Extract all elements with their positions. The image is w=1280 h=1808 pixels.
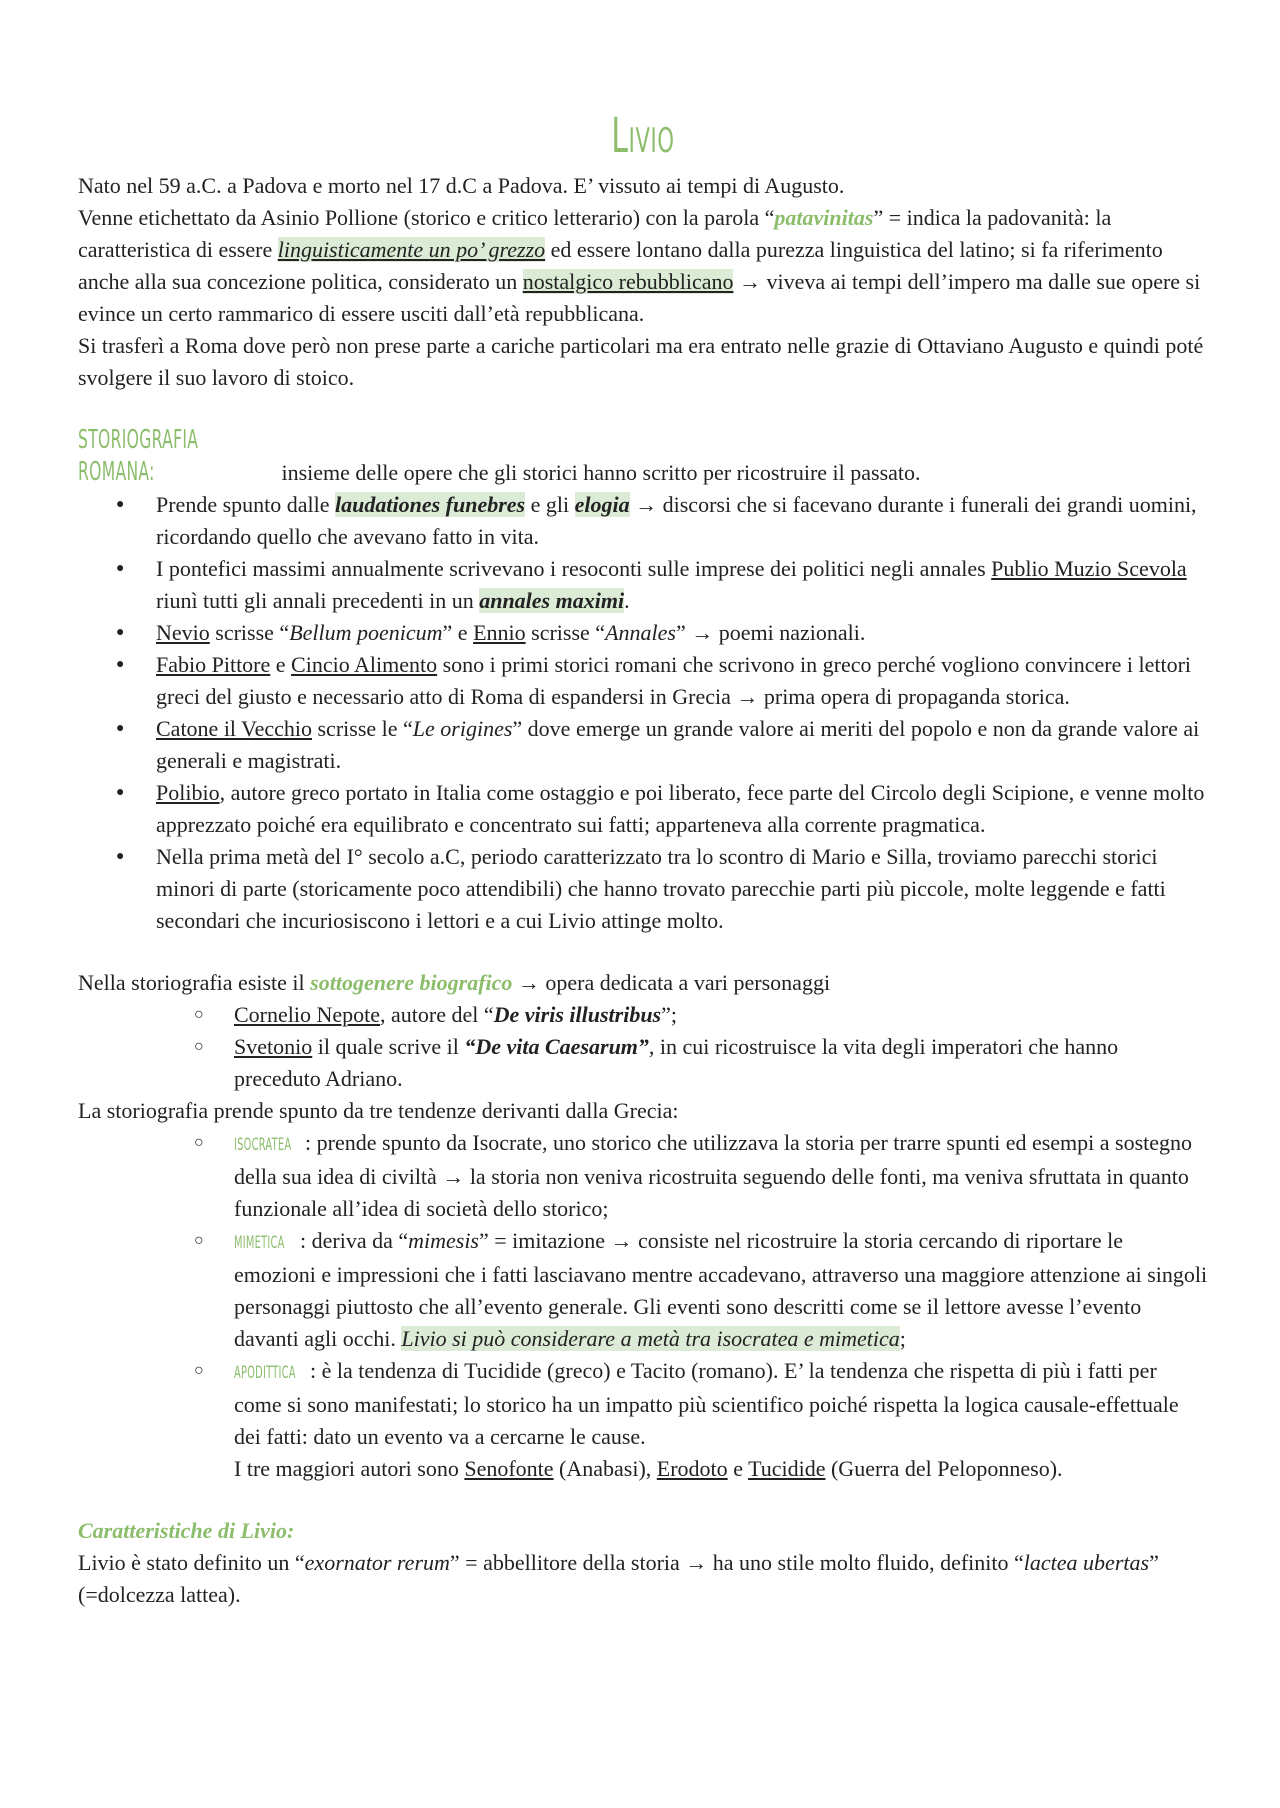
name-fabio: Fabio Pittore xyxy=(156,652,271,677)
name-catone: Catone il Vecchio xyxy=(156,716,312,741)
list-item: ○ MIMETICA : deriva da “mimesis” = imitazione → consiste nel ricostruire la storia cercando di riportare le emozioni e impressioni che i fatti lasciavano mentre accadevano, attraverso una maggiore attenzione ai singoli personaggi piuttosto che all’evento generale. Gli eventi sono descritti come se il lettore avesse l’evento davanti agli occhi. Livio si può considerare a metà tra isocratea e mimetica; xyxy=(78,1225,1208,1355)
intro-line xyxy=(78,170,1208,202)
term-sottogenere-biografico: sottogenere biografico xyxy=(310,970,513,995)
highlight-livio-tra: Livio si può considerare a metà tra isocratea e mimetica xyxy=(401,1326,900,1351)
text-run: ed essere lontano dalla purezza linguistica del latino; si fa riferimento anche alla sua concezione politica, considerato un xyxy=(78,237,1163,294)
list-item: ○ Svetonio il quale scrive il “De vita Caesarum”, in cui ricostruisce la vita degli imperatori che hanno preceduto Adriano. xyxy=(78,1031,1208,1095)
highlight-nostalgico: nostalgico rebubblicano xyxy=(522,269,734,294)
section-heading-storiografia: STORIOGRAFIA ROMANA: xyxy=(78,425,199,487)
name-publio: Publio Muzio Scevola xyxy=(991,556,1187,581)
highlight-laudationes: laudationes funebres xyxy=(335,492,526,517)
highlight-linguisticamente: linguisticamente un po’ grezzo xyxy=(277,237,546,262)
list-item: ● Prende spunto dalle laudationes funebres e gli elogia → discorsi che si facevano durante i funerali dei grandi uomini, ricordando quello che avevano fatto in vita. xyxy=(78,489,1208,553)
name-tucidide: Tucidide xyxy=(748,1456,826,1481)
list-item: ● Polibio, autore greco portato in Italia come ostaggio e poi liberato, fece parte del Circolo degli Scipione, e venne molto apprezzato poiché era equilibrato e concentrato sui fatti; apparteneva alla corrente pragmatica. xyxy=(78,777,1208,841)
list-item: ○ Cornelio Nepote, autore del “De viris illustribus”; xyxy=(78,999,1208,1031)
biografico-list xyxy=(78,999,1208,1095)
tag-mimetica: MIMETICA xyxy=(234,1233,285,1253)
biografico-intro: Nella storiografia esiste il sottogenere biografico → opera dedicata a vari personaggi xyxy=(78,970,831,995)
name-nevio: Nevio xyxy=(156,620,210,645)
tendenze-intro: La storiografia prende spunto da tre tendenze derivanti dalla Grecia: xyxy=(78,1098,679,1123)
caratteristiche-paragraph: Livio è stato definito un “exornator rerum” = abbellitore della storia → ha uno stile molto fluido, definito “lactea ubertas” (=dolcezza lattea). xyxy=(78,1550,1159,1607)
text-run: Venne etichettato da Asinio Pollione (storico e critico letterario) con la parola “ xyxy=(78,205,775,230)
section-heading-caratteristiche: Caratteristiche di Livio: xyxy=(78,1518,295,1543)
list-item: ○ ISOCRATEA : prende spunto da Isocrate, uno storico che utilizzava la storia per trarre spunti ed esempi a sostegno della sua idea di civiltà → la storia non veniva ricostruita seguendo delle fonti, ma veniva sfruttata in quanto funzionale all’idea di società dello storico; xyxy=(78,1127,1208,1225)
tendenze-list xyxy=(78,1127,1208,1485)
highlight-elogia: elogia xyxy=(574,492,630,517)
tag-apodittica: APODITTICA xyxy=(234,1363,296,1383)
term-patavinitas: patavinitas xyxy=(774,205,874,230)
text-run: → viveva ai tempi dell’impero ma dalle sue opere si evince un certo rammarico di essere usciti dall’età repubblicana. xyxy=(78,269,1201,326)
tag-isocratea: ISOCRATEA xyxy=(234,1135,292,1155)
text-run: ” = indica la padovanità: la caratteristica di essere xyxy=(78,205,1112,262)
name-ennio: Ennio xyxy=(473,620,526,645)
text-run: insieme delle opere che gli storici hanno scritto per ricostruire il passato. xyxy=(276,460,921,485)
name-cincio: Cincio Alimento xyxy=(291,652,438,677)
list-item: ● Nevio scrisse “Bellum poenicum” e Ennio scrisse “Annales” → poemi nazionali. xyxy=(78,617,1208,649)
name-svetonio: Svetonio xyxy=(234,1034,313,1059)
list-item: ● Fabio Pittore e Cincio Alimento sono i primi storici romani che scrivono in greco perché vogliono convincere i lettori greci del giusto e necessario atto di Roma di espandersi in Grecia → prima opera di propaganda storica. xyxy=(78,649,1208,713)
text-run: Si trasferì a Roma dove però non prese parte a cariche particolari ma era entrato nelle grazie di Ottaviano Augusto e quindi poté svolgere il suo lavoro di stoico. xyxy=(78,333,1204,390)
intro-text: Nato nel 59 a.C. a Padova e morto nel 17 d.C a Padova. E’ vissuto ai tempi di Augusto. xyxy=(78,173,845,198)
name-polibio: Polibio xyxy=(156,780,220,805)
name-cornelio: Cornelio Nepote xyxy=(234,1002,381,1027)
list-item: ○ APODITTICA : è la tendenza di Tucidide (greco) e Tacito (romano). E’ la tendenza che rispetta di più i fatti per come si sono manifestati; lo storico ha un impatto più scientifico poiché rispetta la logica causale-effettuale dei fatti: dato un evento va a cercarne le cause. I tre maggiori autori sono Senofonte (Anabasi), Erodoto e Tucidide (Guerra del Peloponneso). xyxy=(78,1355,1208,1485)
storiografia-list xyxy=(78,489,1208,937)
name-erodoto: Erodoto xyxy=(656,1456,728,1481)
storiografia-definition xyxy=(78,424,1208,489)
highlight-annales-maximi: annales maximi xyxy=(479,588,625,613)
list-item: ● Catone il Vecchio scrisse le “Le origines” dove emerge un grande valore ai meriti del popolo e non da grande valore ai generali e magistrati. xyxy=(78,713,1208,777)
page-title: Livio xyxy=(611,108,675,164)
list-item: ● Nella prima metà del I° secolo a.C, periodo caratterizzato tra lo scontro di Mario e Silla, troviamo parecchi storici minori di parte (storicamente poco attendibili) che hanno trovato parecchie parti più piccole, molte leggende e fatti secondari che incuriosiscono i lettori e a cui Livio attinge molto. xyxy=(78,841,1208,937)
name-senofonte: Senofonte xyxy=(464,1456,554,1481)
list-item: ● I pontefici massimi annualmente scrivevano i resoconti sulle imprese dei politici negli annales Publio Muzio Scevola riunì tutti gli annali precedenti in un annales maximi. xyxy=(78,553,1208,617)
intro-paragraph-roma xyxy=(78,330,1208,394)
intro-paragraph xyxy=(78,202,1208,330)
